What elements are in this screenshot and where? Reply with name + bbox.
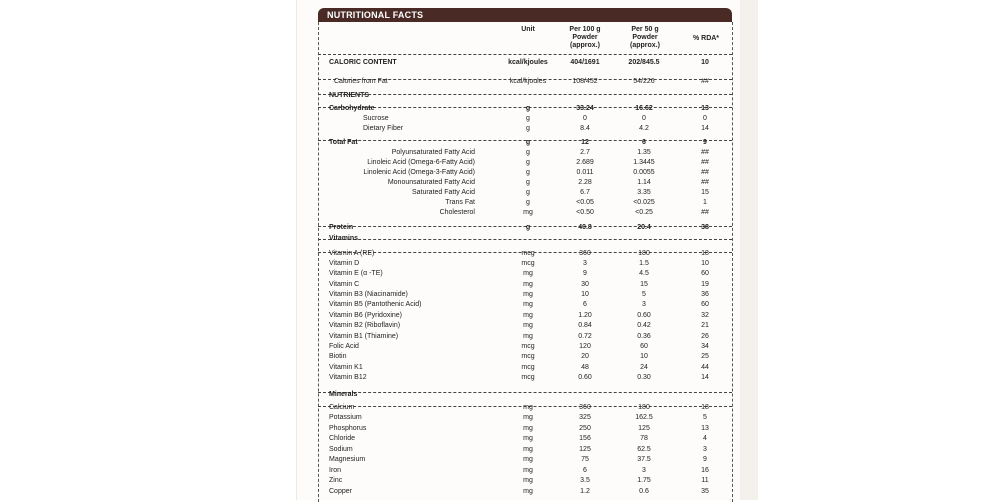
row-value-per100: 2.28 xyxy=(578,179,592,186)
row-value-per100: 0.84 xyxy=(578,322,592,329)
row-value-per50: 62.5 xyxy=(637,446,651,453)
row-value-per100: 108/452 xyxy=(572,78,598,85)
column-header-per100 xyxy=(554,26,616,50)
row-unit: kcal/kjoules xyxy=(509,78,547,85)
row-label: Total Fat xyxy=(329,139,358,146)
row-unit: mg xyxy=(523,446,533,453)
row-label: Vitamin E (α -TE) xyxy=(329,270,383,277)
row-value-per100: 325 xyxy=(579,414,591,421)
per50-line-3: (approx.) xyxy=(630,42,660,49)
row-unit: kcal/kjoules xyxy=(508,59,548,66)
table-header-bar xyxy=(318,8,732,22)
row-rda: 32 xyxy=(701,312,709,319)
row-label: Cholesterol xyxy=(439,209,475,216)
row-label: Linolenic Acid (Omega-3-Fatty Acid) xyxy=(363,169,475,176)
row-rda: ## xyxy=(701,159,709,166)
row-label: NUTRIENTS xyxy=(329,92,370,99)
row-label: Chloride xyxy=(329,435,356,442)
row-label: CALORIC CONTENT xyxy=(329,59,397,66)
row-unit: mg xyxy=(523,333,533,340)
row-unit: mg xyxy=(523,414,533,421)
row-value-per50: 0.0055 xyxy=(633,169,655,176)
row-rda: 9 xyxy=(703,139,707,146)
row-value-per50: 10 xyxy=(640,353,648,360)
row-label: Vitamins xyxy=(329,235,359,242)
row-rda: 10 xyxy=(701,59,709,66)
row-value-per50: 3 xyxy=(642,301,646,308)
row-unit: mg xyxy=(523,291,533,298)
row-unit: mg xyxy=(523,435,533,442)
row-label: Vitamin B6 (Pyridoxine) xyxy=(329,312,403,319)
row-value-per100: 6 xyxy=(583,301,587,308)
row-value-per100: 404/1691 xyxy=(570,59,600,66)
row-value-per100: <0.05 xyxy=(576,199,594,206)
per100-line-1: Per 100 g xyxy=(569,26,601,33)
row-rda: 36 xyxy=(701,291,709,298)
row-unit: mg xyxy=(523,270,533,277)
row-value-per50: 1.5 xyxy=(639,260,649,267)
row-rda: 18 xyxy=(701,404,709,411)
row-rda: 3 xyxy=(703,446,707,453)
column-header-rda: % RDA* xyxy=(692,35,720,42)
row-label: Vitamin B2 (Riboflavin) xyxy=(329,322,401,329)
row-rda: ## xyxy=(701,78,709,85)
row-rda: 13 xyxy=(701,105,709,112)
row-unit: g xyxy=(526,169,530,176)
row-unit: g xyxy=(525,139,531,146)
row-value-per100: <0.50 xyxy=(576,209,594,216)
left-background xyxy=(0,0,296,500)
row-value-per50: 0 xyxy=(642,115,646,122)
row-label: Zinc xyxy=(329,477,343,484)
row-value-per100: 360 xyxy=(579,250,591,257)
row-unit: g xyxy=(526,189,530,196)
row-label: Saturated Fatty Acid xyxy=(411,189,475,196)
row-unit: mg xyxy=(523,281,533,288)
row-unit: mcg xyxy=(521,250,535,257)
row-value-per50: 54/226 xyxy=(633,78,655,85)
row-label: Minerals xyxy=(329,391,358,398)
row-value-per50: 6 xyxy=(642,139,646,146)
row-value-per50: 180 xyxy=(638,404,650,411)
row-unit: g xyxy=(526,179,530,186)
row-label: Magnesium xyxy=(329,456,366,463)
row-value-per100: 33.24 xyxy=(576,105,594,112)
row-rda: 38 xyxy=(701,224,709,231)
per50-line-2: Powder xyxy=(632,34,658,41)
row-unit: mg xyxy=(523,312,533,319)
row-value-per100: 6.7 xyxy=(580,189,590,196)
row-label: Vitamin B3 (Niacinamide) xyxy=(329,291,408,298)
row-unit: mg xyxy=(523,425,533,432)
row-value-per50: 15 xyxy=(640,281,648,288)
row-value-per100: 20 xyxy=(581,353,589,360)
row-unit: mcg xyxy=(521,260,535,267)
row-value-per50: 1.14 xyxy=(637,179,651,186)
row-unit: mg xyxy=(523,477,533,484)
row-value-per50: 1.75 xyxy=(637,477,651,484)
row-value-per100: 48 xyxy=(581,364,589,371)
row-unit: mg xyxy=(523,488,533,495)
row-rda: 60 xyxy=(701,270,709,277)
row-value-per50: 0.42 xyxy=(637,322,651,329)
package-edge xyxy=(740,0,758,500)
row-label: Sodium xyxy=(329,446,353,453)
row-unit: mcg xyxy=(521,374,535,381)
row-rda: 13 xyxy=(701,425,709,432)
row-value-per100: 1.20 xyxy=(578,312,592,319)
row-label: Potassium xyxy=(329,414,362,421)
row-value-per100: 2.7 xyxy=(580,149,590,156)
row-rda: 9 xyxy=(703,456,707,463)
row-label: Vitamin B5 (Pantothenic Acid) xyxy=(329,301,422,308)
column-header-unit: Unit xyxy=(521,26,535,33)
row-value-per50: 0.30 xyxy=(637,374,651,381)
row-value-per100: 10 xyxy=(581,291,589,298)
per50-line-1: Per 50 g xyxy=(631,26,659,33)
per100-line-2: Powder xyxy=(572,34,598,41)
row-label: Calcium xyxy=(329,404,355,411)
row-rda: 16 xyxy=(701,467,709,474)
row-value-per100: 8.4 xyxy=(580,125,590,132)
row-rda: 35 xyxy=(701,488,709,495)
row-value-per100: 6 xyxy=(583,467,587,474)
row-value-per50: 0.6 xyxy=(639,488,649,495)
row-label: Copper xyxy=(329,488,352,495)
nutrition-facts-table xyxy=(318,8,732,500)
row-unit: g xyxy=(526,115,530,122)
divider xyxy=(318,94,732,95)
row-unit: g xyxy=(525,224,531,231)
row-unit: mcg xyxy=(521,353,535,360)
row-value-per50: 78 xyxy=(640,435,648,442)
row-value-per50: 5 xyxy=(642,291,646,298)
row-value-per100: 3.5 xyxy=(580,477,590,484)
table-title: NUTRITIONAL FACTS xyxy=(327,10,424,20)
row-rda: 21 xyxy=(701,322,709,329)
row-value-per50: 0.60 xyxy=(637,312,651,319)
row-rda: 0 xyxy=(703,115,707,122)
row-rda: 25 xyxy=(701,353,709,360)
per100-line-3: (approx.) xyxy=(570,42,600,49)
row-label: Vitamin B12 xyxy=(329,374,367,381)
column-header-per50 xyxy=(614,26,676,50)
row-value-per100: 1.2 xyxy=(580,488,590,495)
row-rda: ## xyxy=(701,179,709,186)
row-label: Linoleic Acid (Omega-6-Fatty Acid) xyxy=(367,159,475,166)
row-value-per50: 180 xyxy=(638,250,650,257)
row-label: Vitamin D xyxy=(329,260,360,267)
row-value-per50: <0.025 xyxy=(633,199,655,206)
row-label: Phosphorus xyxy=(329,425,367,432)
row-unit: mg xyxy=(523,322,533,329)
row-rda: 11 xyxy=(701,477,709,484)
row-value-per50: 0.36 xyxy=(637,333,651,340)
row-rda: ## xyxy=(701,169,709,176)
row-rda: ## xyxy=(701,149,709,156)
row-label: Carbohydrate xyxy=(329,105,375,112)
row-value-per50: 1.35 xyxy=(637,149,651,156)
row-value-per50: 20.4 xyxy=(637,224,651,231)
row-value-per50: 3.35 xyxy=(637,189,651,196)
row-label: Monounsaturated Fatty Acid xyxy=(387,179,475,186)
row-unit: mg xyxy=(523,301,533,308)
row-unit: mg xyxy=(523,456,533,463)
row-unit: g xyxy=(525,105,531,112)
row-value-per50: <0.25 xyxy=(635,209,653,216)
row-value-per50: 24 xyxy=(640,364,648,371)
row-label: Vitamin K1 xyxy=(329,364,363,371)
row-rda: 44 xyxy=(701,364,709,371)
row-label: Folic Acid xyxy=(329,343,359,350)
row-rda: 14 xyxy=(701,374,709,381)
row-value-per100: 156 xyxy=(579,435,591,442)
row-label: Vitamin B1 (Thiamine) xyxy=(329,333,399,340)
row-unit: mg xyxy=(523,209,533,216)
row-value-per50: 4.2 xyxy=(639,125,649,132)
row-label: Protein xyxy=(329,224,354,231)
row-value-per50: 16.62 xyxy=(635,105,653,112)
row-rda: 19 xyxy=(701,281,709,288)
divider xyxy=(318,239,732,240)
row-value-per100: 0.72 xyxy=(578,333,592,340)
row-unit: mcg xyxy=(521,364,535,371)
row-label: Biotin xyxy=(329,353,347,360)
row-value-per100: 0.60 xyxy=(578,374,592,381)
row-unit: g xyxy=(526,125,530,132)
row-label: Dietary Fiber xyxy=(363,125,404,132)
row-value-per50: 4.5 xyxy=(639,270,649,277)
row-rda: 4 xyxy=(703,435,707,442)
divider xyxy=(318,54,732,55)
row-unit: g xyxy=(526,199,530,206)
row-rda: 10 xyxy=(701,260,709,267)
row-label: Sucrose xyxy=(363,115,389,122)
row-value-per50: 162.5 xyxy=(635,414,653,421)
row-rda: 15 xyxy=(701,189,709,196)
row-unit: mg xyxy=(523,404,533,411)
row-rda: 26 xyxy=(701,333,709,340)
row-value-per50: 3 xyxy=(642,467,646,474)
row-rda: ## xyxy=(701,209,709,216)
row-value-per100: 12 xyxy=(581,139,589,146)
row-value-per100: 75 xyxy=(581,456,589,463)
row-value-per100: 120 xyxy=(579,343,591,350)
row-value-per100: 0.011 xyxy=(576,169,594,176)
row-unit: mcg xyxy=(521,343,535,350)
row-label: Iron xyxy=(329,467,342,474)
row-value-per50: 37.5 xyxy=(637,456,651,463)
row-rda: 1 xyxy=(703,199,707,206)
row-value-per50: 60 xyxy=(640,343,648,350)
row-label: Polyunsaturated Fatty Acid xyxy=(391,149,475,156)
row-unit: g xyxy=(526,159,530,166)
row-label: Vitamin A (RE) xyxy=(329,250,375,257)
divider xyxy=(318,392,732,393)
row-unit: mg xyxy=(523,467,533,474)
row-value-per100: 30 xyxy=(581,281,589,288)
row-value-per100: 360 xyxy=(579,404,591,411)
row-rda: 60 xyxy=(701,301,709,308)
row-rda: 14 xyxy=(701,125,709,132)
row-label: Trans Fat xyxy=(445,199,475,206)
row-unit: g xyxy=(526,149,530,156)
row-value-per100: 0 xyxy=(583,115,587,122)
row-label: Calories from Fat xyxy=(334,78,388,85)
row-value-per50: 1.3445 xyxy=(633,159,655,166)
row-rda: 18 xyxy=(701,250,709,257)
row-label: Vitamin C xyxy=(329,281,360,288)
row-value-per100: 3 xyxy=(583,260,587,267)
row-value-per100: 2.689 xyxy=(576,159,594,166)
row-value-per100: 125 xyxy=(579,446,591,453)
row-value-per100: 9 xyxy=(583,270,587,277)
row-rda: 34 xyxy=(701,343,709,350)
row-value-per100: 40.8 xyxy=(578,224,592,231)
row-value-per100: 250 xyxy=(579,425,591,432)
row-value-per50: 125 xyxy=(638,425,650,432)
row-rda: 5 xyxy=(703,414,707,421)
row-value-per50: 202/845.5 xyxy=(628,59,660,66)
